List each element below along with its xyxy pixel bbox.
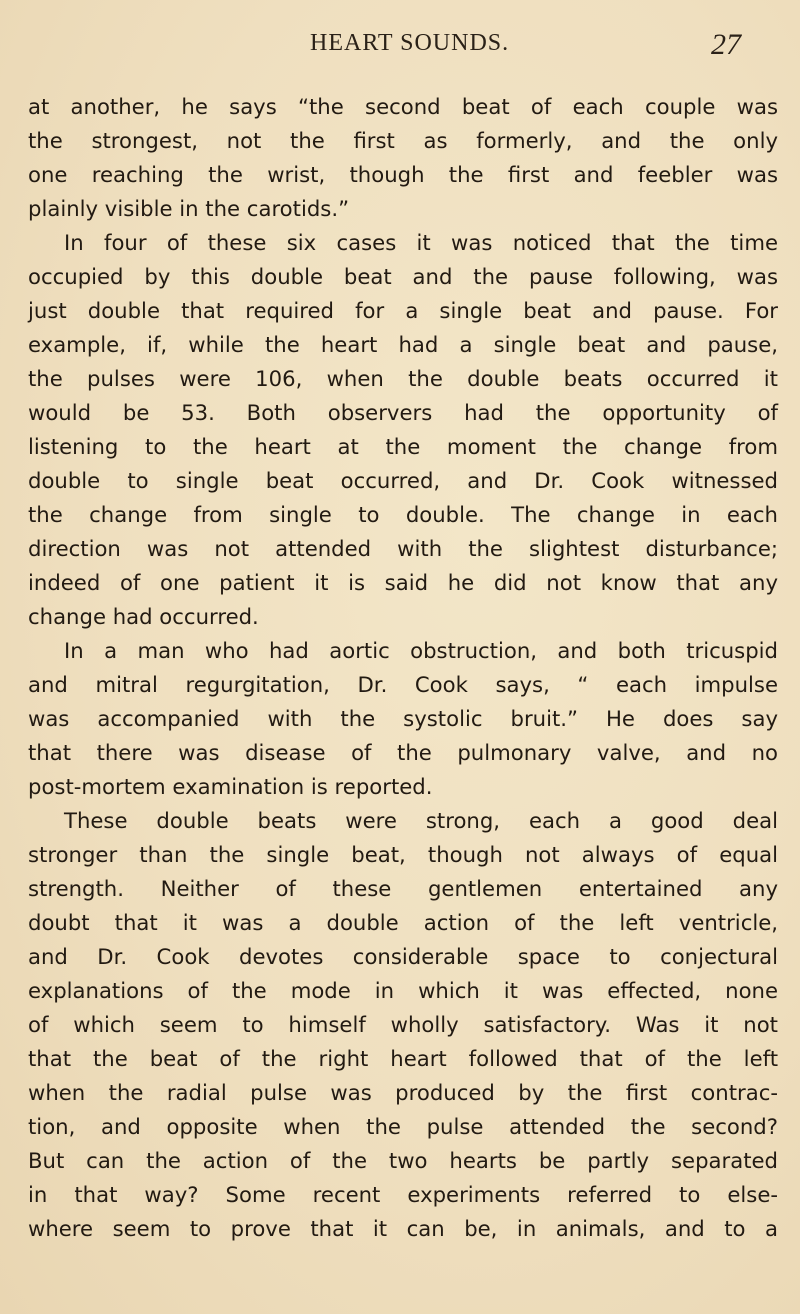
text-line: would be 53. Both observers had the opportunity of [28, 400, 778, 425]
text-line: example, if, while the heart had a single beat and pause, [28, 332, 778, 357]
text-line: explanations of the mode in which it was effected, none [28, 978, 778, 1003]
text-line: one reaching the wrist, though the first and feebler was [28, 162, 778, 187]
text-line: in that way? Some recent experiments referred to else- [28, 1182, 778, 1207]
page-number: 27 [711, 28, 741, 61]
page-header [0, 28, 800, 62]
text-line: indeed of one patient it is said he did not know that any [28, 570, 778, 595]
text-line: when the radial pulse was produced by the first contrac- [28, 1080, 778, 1105]
text-line: the change from single to double. The change in each [28, 502, 778, 527]
text-line: These double beats were strong, each a good deal [64, 808, 778, 833]
text-line: But can the action of the two hearts be partly separated [28, 1148, 778, 1173]
text-line: where seem to prove that it can be, in animals, and to a [28, 1216, 778, 1241]
body-text [28, 90, 778, 1246]
text-line: doubt that it was a double action of the left ventricle, [28, 910, 778, 935]
text-line: double to single beat occurred, and Dr. Cook witnessed [28, 468, 778, 493]
text-line: the strongest, not the first as formerly, and the only [28, 128, 778, 153]
text-line: occupied by this double beat and the pause following, was [28, 264, 778, 289]
text-line: that the beat of the right heart followed that of the left [28, 1046, 778, 1071]
text-line: In four of these six cases it was noticed that the time [64, 230, 778, 255]
text-line: plainly visible in the carotids.” [28, 196, 350, 221]
text-line: just double that required for a single beat and pause. For [28, 298, 778, 323]
text-line: stronger than the single beat, though not always of equal [28, 842, 778, 867]
text-line: In a man who had aortic obstruction, and both tricuspid [64, 638, 778, 663]
text-line: post-mortem examination is reported. [28, 774, 433, 799]
text-line: the pulses were 106, when the double beats occurred it [28, 366, 778, 391]
text-line: change had occurred. [28, 604, 259, 629]
text-line: listening to the heart at the moment the change from [28, 434, 778, 459]
running-head: HEART SOUNDS. [310, 30, 510, 56]
text-line: at another, he says “the second beat of each couple was [28, 94, 778, 119]
text-line: and mitral regurgitation, Dr. Cook says, “ each impulse [28, 672, 778, 697]
text-line: that there was disease of the pulmonary valve, and no [28, 740, 778, 765]
text-line: direction was not attended with the slightest disturbance; [28, 536, 778, 561]
text-line: was accompanied with the systolic bruit.” He does say [28, 706, 778, 731]
text-line: and Dr. Cook devotes considerable space to conjectural [28, 944, 778, 969]
text-line: of which seem to himself wholly satisfactory. Was it not [28, 1012, 778, 1037]
text-line: strength. Neither of these gentlemen entertained any [28, 876, 778, 901]
text-line: tion, and opposite when the pulse attended the second? [28, 1114, 778, 1139]
